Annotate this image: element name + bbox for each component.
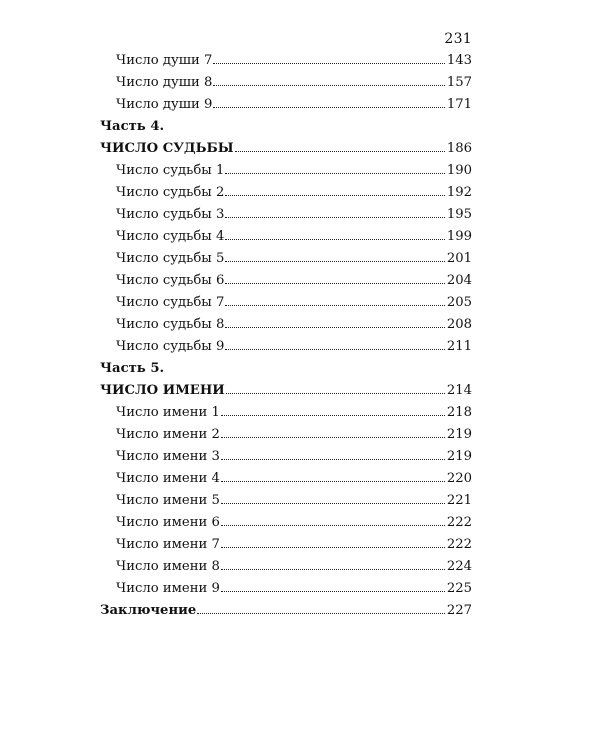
toc-entry-page: 227 — [446, 603, 472, 618]
dot-leader — [225, 173, 444, 174]
toc-entry-label: Число имени 6 — [116, 515, 220, 530]
toc-entry-page: 205 — [446, 295, 472, 310]
toc-entry-page: 222 — [446, 537, 472, 552]
toc-entry — [100, 446, 472, 468]
toc-entry — [100, 248, 472, 270]
toc-entry-page: 219 — [446, 449, 472, 464]
toc-entry — [100, 424, 472, 446]
toc-entry-label: Часть 4. — [100, 119, 165, 134]
toc-entry-page: 211 — [446, 339, 472, 354]
toc-entry-label: Число имени 5 — [116, 493, 220, 508]
toc-entry-label: Число имени 1 — [116, 405, 220, 420]
toc-entry — [100, 204, 472, 226]
dot-leader — [225, 217, 444, 218]
toc-entry-label: Число имени 7 — [116, 537, 220, 552]
dot-leader — [221, 503, 445, 504]
toc-entry-label: Число души 7 — [116, 53, 213, 68]
toc-entry-label: Число судьбы 3 — [116, 207, 225, 222]
toc-entry — [100, 402, 472, 424]
toc-entry-page: 208 — [446, 317, 472, 332]
toc-entry — [100, 512, 472, 534]
toc-entry — [100, 578, 472, 600]
toc-entry-label: Заключение — [100, 603, 197, 618]
toc-entry — [100, 226, 472, 248]
toc-chapter-entry — [100, 600, 472, 622]
toc-entry-label: Число судьбы 5 — [116, 251, 225, 266]
dot-leader — [225, 239, 444, 240]
dot-leader — [225, 195, 444, 196]
toc-entry-label: ЧИСЛО СУДЬБЫ — [100, 141, 234, 156]
toc-entry — [100, 468, 472, 490]
toc-entry-label: Число судьбы 2 — [116, 185, 225, 200]
dot-leader — [221, 415, 445, 416]
dot-leader — [225, 305, 444, 306]
toc-entry-page: 204 — [446, 273, 472, 288]
dot-leader — [226, 393, 445, 394]
toc-entry-page: 225 — [446, 581, 472, 596]
toc-entry-page: 195 — [446, 207, 472, 222]
toc-entry — [100, 556, 472, 578]
toc-entry-page: 221 — [446, 493, 472, 508]
toc-entry — [100, 292, 472, 314]
toc-entry — [100, 336, 472, 358]
toc-entry-label: Число судьбы 6 — [116, 273, 225, 288]
dot-leader — [235, 151, 445, 152]
toc-entry-label: Часть 5. — [100, 361, 165, 376]
toc-entry-label: Число души 9 — [116, 97, 213, 112]
toc-entry — [100, 490, 472, 512]
dot-leader — [221, 459, 445, 460]
dot-leader — [221, 481, 445, 482]
dot-leader — [221, 437, 445, 438]
toc-entry — [100, 270, 472, 292]
dot-leader — [221, 591, 445, 592]
toc-entry-label: Число судьбы 9 — [116, 339, 225, 354]
toc-entry-page: 199 — [446, 229, 472, 244]
toc-entry-page: 171 — [446, 97, 472, 112]
dot-leader — [225, 283, 444, 284]
toc-entry-page: 190 — [446, 163, 472, 178]
dot-leader — [225, 349, 444, 350]
toc-part-heading — [100, 116, 472, 138]
toc-entry-label: Число судьбы 1 — [116, 163, 225, 178]
toc-entry-label: ЧИСЛО ИМЕНИ — [100, 383, 225, 398]
toc-entry-label: Число имени 3 — [116, 449, 220, 464]
dot-leader — [213, 63, 444, 64]
toc-entry — [100, 50, 472, 72]
dot-leader — [221, 569, 445, 570]
page-number: 231 — [444, 31, 472, 47]
dot-leader — [225, 327, 444, 328]
toc-entry-label: Число судьбы 7 — [116, 295, 225, 310]
toc-entry-label: Число судьбы 4 — [116, 229, 225, 244]
toc-part-heading — [100, 358, 472, 380]
dot-leader — [197, 613, 445, 614]
toc-entry-page: 214 — [446, 383, 472, 398]
toc-entry-page: 219 — [446, 427, 472, 442]
dot-leader — [213, 85, 444, 86]
toc-entry — [100, 160, 472, 182]
dot-leader — [213, 107, 444, 108]
toc-entry-page: 218 — [446, 405, 472, 420]
toc-entry-page: 143 — [446, 53, 472, 68]
toc-entry-label: Число имени 4 — [116, 471, 220, 486]
toc-entry-label: Число имени 2 — [116, 427, 220, 442]
toc-entry-page: 224 — [446, 559, 472, 574]
dot-leader — [221, 547, 445, 548]
dot-leader — [225, 261, 444, 262]
toc-entry-label: Число судьбы 8 — [116, 317, 225, 332]
toc-entry-label: Число души 8 — [116, 75, 213, 90]
toc-entry-label: Число имени 9 — [116, 581, 220, 596]
toc-chapter-entry — [100, 380, 472, 402]
toc-entry-page: 201 — [446, 251, 472, 266]
toc-entry — [100, 534, 472, 556]
toc-entry-page: 186 — [446, 141, 472, 156]
toc-entry — [100, 314, 472, 336]
toc-entry — [100, 94, 472, 116]
toc-entry-label: Число имени 8 — [116, 559, 220, 574]
toc-entry-page: 222 — [446, 515, 472, 530]
toc-entry-page: 157 — [446, 75, 472, 90]
toc-entry — [100, 182, 472, 204]
toc-entry-page: 220 — [446, 471, 472, 486]
toc-entry-page: 192 — [446, 185, 472, 200]
toc-entry — [100, 72, 472, 94]
toc-chapter-entry — [100, 138, 472, 160]
table-of-contents — [100, 50, 472, 622]
dot-leader — [221, 525, 445, 526]
